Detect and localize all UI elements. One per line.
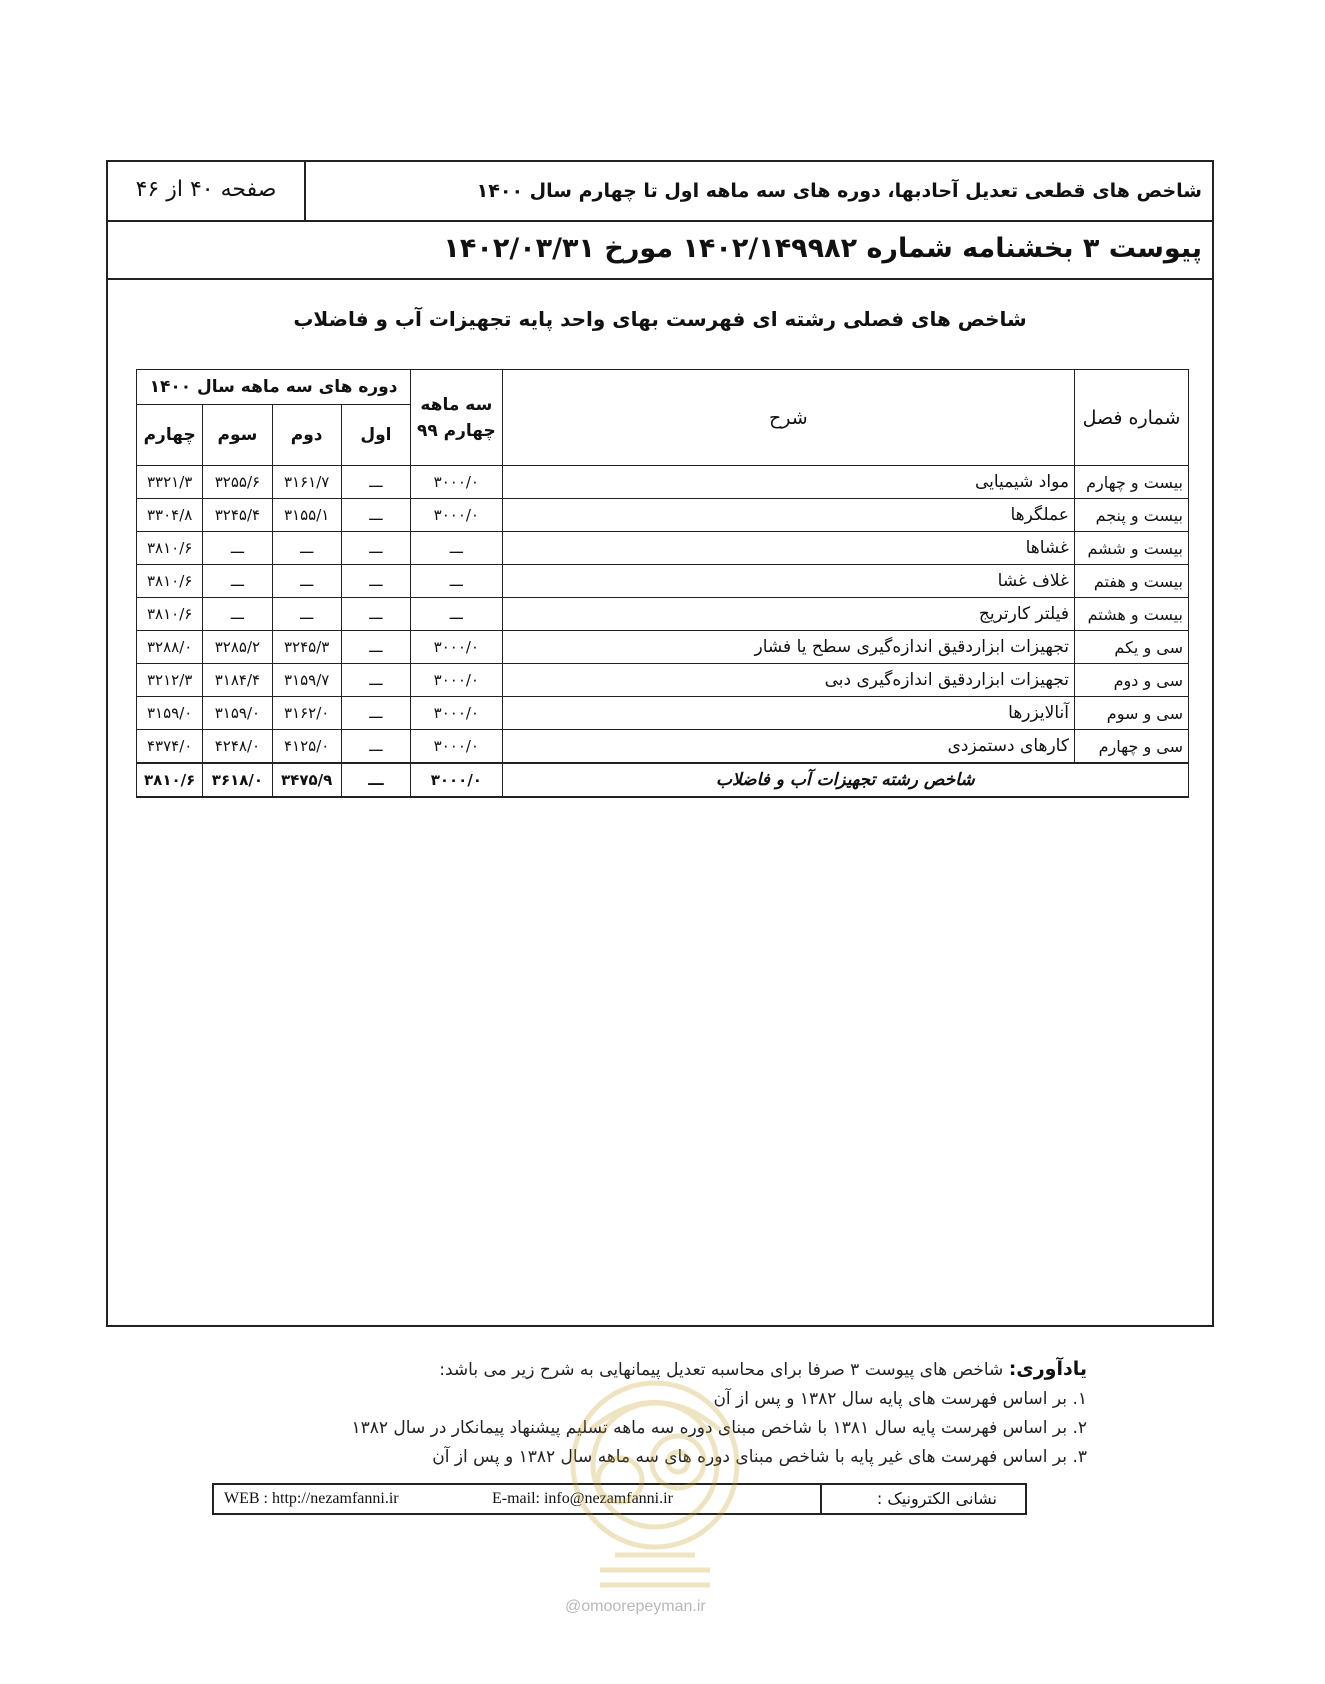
- cell-base: ۳۰۰۰/۰: [411, 697, 503, 730]
- cell-base: ۳۰۰۰/۰: [411, 499, 503, 532]
- cell-q1: ـــ: [341, 664, 410, 697]
- cell-q4: ۳۳۰۴/۸: [137, 499, 203, 532]
- col-header-q4: چهارم: [137, 405, 203, 466]
- cell-q2: ـــ: [272, 532, 341, 565]
- cell-q3: ۳۲۸۵/۲: [203, 631, 272, 664]
- cell-base: ـــ: [411, 532, 503, 565]
- web-link[interactable]: WEB : http://nezamfanni.ir: [224, 1490, 399, 1507]
- cell-q1: ـــ: [341, 499, 410, 532]
- cell-total-q3: ۳۶۱۸/۰: [203, 763, 272, 797]
- col-header-description: شرح: [502, 370, 1074, 466]
- col-header-periods: دوره های سه ماهه سال ۱۴۰۰: [137, 370, 411, 405]
- circular-title: پیوست ۳ بخشنامه شماره ۱۴۰۲/۱۴۹۹۸۲ مورخ ۱۴۰۲/۰۳/۳۱: [443, 233, 1202, 264]
- cell-base: ۳۰۰۰/۰: [411, 466, 503, 499]
- cell-q1: ـــ: [341, 598, 410, 631]
- table-row: [137, 664, 1189, 697]
- col-header-chapter: شماره فصل: [1074, 370, 1188, 466]
- cell-q4: ۳۸۱۰/۶: [137, 565, 203, 598]
- cell-q1: ـــ: [341, 565, 410, 598]
- reminder-item: ۱. بر اساس فهرست های پایه سال ۱۳۸۲ و پس از آن: [713, 1389, 1087, 1409]
- circular-row: [108, 220, 1212, 280]
- cell-total-q1: ـــ: [341, 763, 410, 797]
- cell-q3: ـــ: [203, 565, 272, 598]
- document-frame: [106, 160, 1214, 1327]
- reminder-label: یادآوری:: [1008, 1358, 1087, 1380]
- reminder-intro-text: شاخص های پیوست ۳ صرفا برای محاسبه تعدیل پیمانهایی به شرح زیر می باشد:: [439, 1360, 1009, 1380]
- header-row: [108, 162, 1212, 222]
- col-header-q3: سوم: [203, 405, 272, 466]
- table-row: [137, 565, 1189, 598]
- cell-total-q4: ۳۸۱۰/۶: [137, 763, 203, 797]
- table-body: [137, 466, 1189, 798]
- cell-description: فیلتر کارتریج: [502, 598, 1074, 631]
- contact-label: نشانی الکترونیک :: [820, 1485, 1025, 1513]
- cell-base: ـــ: [411, 565, 503, 598]
- table-row: [137, 730, 1189, 764]
- cell-q2: ۳۱۵۵/۱: [272, 499, 341, 532]
- document-title: شاخص های قطعی تعدیل آحادبها، دوره های سه ماهه اول تا چهارم سال ۱۴۰۰: [476, 180, 1202, 202]
- cell-chapter: سی و دوم: [1074, 664, 1188, 697]
- cell-base: ـــ: [411, 598, 503, 631]
- cell-chapter: سی و سوم: [1074, 697, 1188, 730]
- cell-chapter: بیست و ششم: [1074, 532, 1188, 565]
- cell-q4: ۳۲۸۸/۰: [137, 631, 203, 664]
- cell-q4: ۳۱۵۹/۰: [137, 697, 203, 730]
- email-link[interactable]: E-mail: info@nezamfanni.ir: [492, 1490, 673, 1507]
- cell-q3: ۳۱۵۹/۰: [203, 697, 272, 730]
- cell-q4: ۳۸۱۰/۶: [137, 532, 203, 565]
- reminder-item: ۳. بر اساس فهرست های غیر پایه با شاخص مبنای دوره های سه ماهه سال ۱۳۸۲ و پس از آن: [432, 1447, 1087, 1467]
- col-header-base: سه ماهه چهارم ۹۹: [411, 370, 503, 466]
- cell-q2: ۳۱۶۲/۰: [272, 697, 341, 730]
- cell-base: ۳۰۰۰/۰: [411, 631, 503, 664]
- table-row: [137, 532, 1189, 565]
- cell-q1: ـــ: [341, 631, 410, 664]
- table-row: [137, 466, 1189, 499]
- cell-q3: ۳۲۵۵/۶: [203, 466, 272, 499]
- cell-total-label: شاخص رشته تجهیزات آب و فاضلاب: [502, 763, 1188, 797]
- cell-total-q2: ۳۴۷۵/۹: [272, 763, 341, 797]
- cell-q3: ـــ: [203, 532, 272, 565]
- cell-chapter: بیست و پنجم: [1074, 499, 1188, 532]
- cell-q3: ـــ: [203, 598, 272, 631]
- cell-description: تجهیزات ابزاردقیق اندازه‌گیری دبی: [502, 664, 1074, 697]
- reminder-item: ۲. بر اساس فهرست پایه سال ۱۳۸۱ با شاخص مبنای دوره سه ماهه تسلیم پیشنهاد پیمانکار در سال ۱۳۸۲: [351, 1418, 1087, 1438]
- table-row: [137, 499, 1189, 532]
- cell-chapter: سی و یکم: [1074, 631, 1188, 664]
- cell-q3: ۳۲۴۵/۴: [203, 499, 272, 532]
- cell-q2: ـــ: [272, 565, 341, 598]
- cell-base: ۳۰۰۰/۰: [411, 730, 503, 764]
- cell-chapter: بیست و هفتم: [1074, 565, 1188, 598]
- index-table: [136, 369, 1189, 798]
- cell-description: غشاها: [502, 532, 1074, 565]
- table-row: [137, 598, 1189, 631]
- cell-q3: ۴۲۴۸/۰: [203, 730, 272, 764]
- cell-description: تجهیزات ابزاردقیق اندازه‌گیری سطح یا فشار: [502, 631, 1074, 664]
- cell-q3: ۳۱۸۴/۴: [203, 664, 272, 697]
- cell-q4: ۴۳۷۴/۰: [137, 730, 203, 764]
- cell-q1: ـــ: [341, 532, 410, 565]
- cell-chapter: بیست و چهارم: [1074, 466, 1188, 499]
- cell-q1: ـــ: [341, 466, 410, 499]
- total-row: [137, 763, 1189, 797]
- cell-q4: ۳۳۲۱/۳: [137, 466, 203, 499]
- table-row: [137, 631, 1189, 664]
- cell-description: کارهای دستمزدی: [502, 730, 1074, 764]
- col-header-q2: دوم: [272, 405, 341, 466]
- cell-description: آنالایزرها: [502, 697, 1074, 730]
- cell-description: غلاف غشا: [502, 565, 1074, 598]
- cell-description: مواد شیمیایی: [502, 466, 1074, 499]
- cell-q1: ـــ: [341, 697, 410, 730]
- cell-q2: ۳۱۵۹/۷: [272, 664, 341, 697]
- cell-q4: ۳۸۱۰/۶: [137, 598, 203, 631]
- page-number: صفحه ۴۰ از ۴۶: [108, 162, 306, 220]
- cell-q2: ۳۱۶۱/۷: [272, 466, 341, 499]
- cell-chapter: بیست و هشتم: [1074, 598, 1188, 631]
- watermark-seal-icon: [560, 1370, 750, 1600]
- section-title: شاخص های فصلی رشته ای فهرست بهای واحد پایه تجهیزات آب و فاضلاب: [293, 307, 1027, 331]
- cell-q2: ۳۲۴۵/۳: [272, 631, 341, 664]
- watermark-text: @omoorepeyman.ir: [565, 1598, 706, 1615]
- cell-base: ۳۰۰۰/۰: [411, 664, 503, 697]
- cell-description: عملگرها: [502, 499, 1074, 532]
- cell-q2: ۴۱۲۵/۰: [272, 730, 341, 764]
- cell-total-base: ۳۰۰۰/۰: [411, 763, 503, 797]
- cell-chapter: سی و چهارم: [1074, 730, 1188, 764]
- cell-q1: ـــ: [341, 730, 410, 764]
- table-row: [137, 697, 1189, 730]
- col-header-q1: اول: [341, 405, 410, 466]
- cell-q2: ـــ: [272, 598, 341, 631]
- cell-q4: ۳۲۱۲/۳: [137, 664, 203, 697]
